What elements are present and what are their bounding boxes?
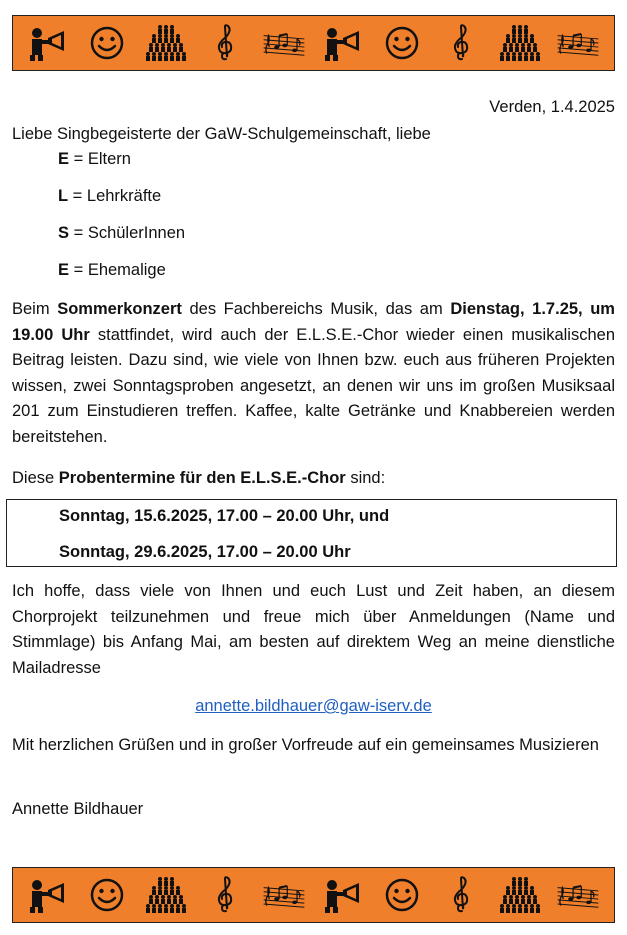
smiley-icon xyxy=(380,875,424,915)
megaphone-icon xyxy=(26,23,70,63)
bottom-banner xyxy=(12,867,615,923)
choir-icon xyxy=(144,23,188,63)
choir-icon xyxy=(498,875,542,915)
signature: Annette Bildhauer xyxy=(12,800,144,818)
email-link-wrapper xyxy=(0,697,627,716)
greeting: Liebe Singbegeisterte der GaW-Schulgemeinschaft, liebe xyxy=(12,125,431,143)
list-item-eltern: E = Eltern xyxy=(58,150,131,168)
concert-paragraph: Beim Sommerkonzert des Fachbereichs Musik, das am Dienstag, 1.7.25, um 19.00 Uhr stattfindet, wird auch der E.L.S.E.-Chor wieder einen musikalischen Beitrag leisten. Dazu sind, wie viele von Ihnen bzw. euch aus früheren Projekten wissen, zwei Sonntagsproben angesetzt, an denen wir uns im großen Musiksaal 201 zum Einstudieren treffen. Kaffee, kalte Getränke und Knabbereien werden bereitstehen. xyxy=(12,300,615,446)
smiley-icon xyxy=(85,23,129,63)
choir-icon xyxy=(144,875,188,915)
megaphone-icon xyxy=(26,875,70,915)
letter-date: Verden, 1.4.2025 xyxy=(489,98,615,116)
music-staff-icon xyxy=(556,875,600,915)
treble-clef-icon xyxy=(439,23,483,63)
email-link[interactable]: annette.bildhauer@gaw-iserv.de xyxy=(195,697,432,715)
closing-paragraph: Mit herzlichen Grüßen und in großer Vorfreude auf ein gemeinsames Musizieren xyxy=(12,736,599,754)
treble-clef-icon xyxy=(203,875,247,915)
smiley-icon xyxy=(380,23,424,63)
treble-clef-icon xyxy=(203,23,247,63)
rehearsal-dates-box xyxy=(6,499,617,567)
top-banner xyxy=(12,15,615,71)
rehearsal-intro: Diese Probentermine für den E.L.S.E.-Chor sind: xyxy=(12,469,386,487)
music-staff-icon xyxy=(556,23,600,63)
rehearsal-date-2: Sonntag, 29.6.2025, 17.00 – 20.00 Uhr xyxy=(59,543,351,561)
rehearsal-date-1: Sonntag, 15.6.2025, 17.00 – 20.00 Uhr, und xyxy=(59,507,390,525)
list-item-ehemalige: E = Ehemalige xyxy=(58,261,166,279)
list-item-lehrkraefte: L = Lehrkräfte xyxy=(58,187,162,205)
treble-clef-icon xyxy=(439,875,483,915)
megaphone-icon xyxy=(321,875,365,915)
music-staff-icon xyxy=(262,875,306,915)
music-staff-icon xyxy=(262,23,306,63)
list-item-schuelerinnen: S = SchülerInnen xyxy=(58,224,186,242)
megaphone-icon xyxy=(321,23,365,63)
smiley-icon xyxy=(85,875,129,915)
signup-paragraph: Ich hoffe, dass viele von Ihnen und euch Lust und Zeit haben, an diesem Chorprojekt teilzunehmen und freue mich über Anmeldungen (Name und Stimmlage) bis Anfang Mai, am besten auf direktem Weg an meine dienstliche Mailadresse xyxy=(12,582,615,677)
choir-icon xyxy=(498,23,542,63)
